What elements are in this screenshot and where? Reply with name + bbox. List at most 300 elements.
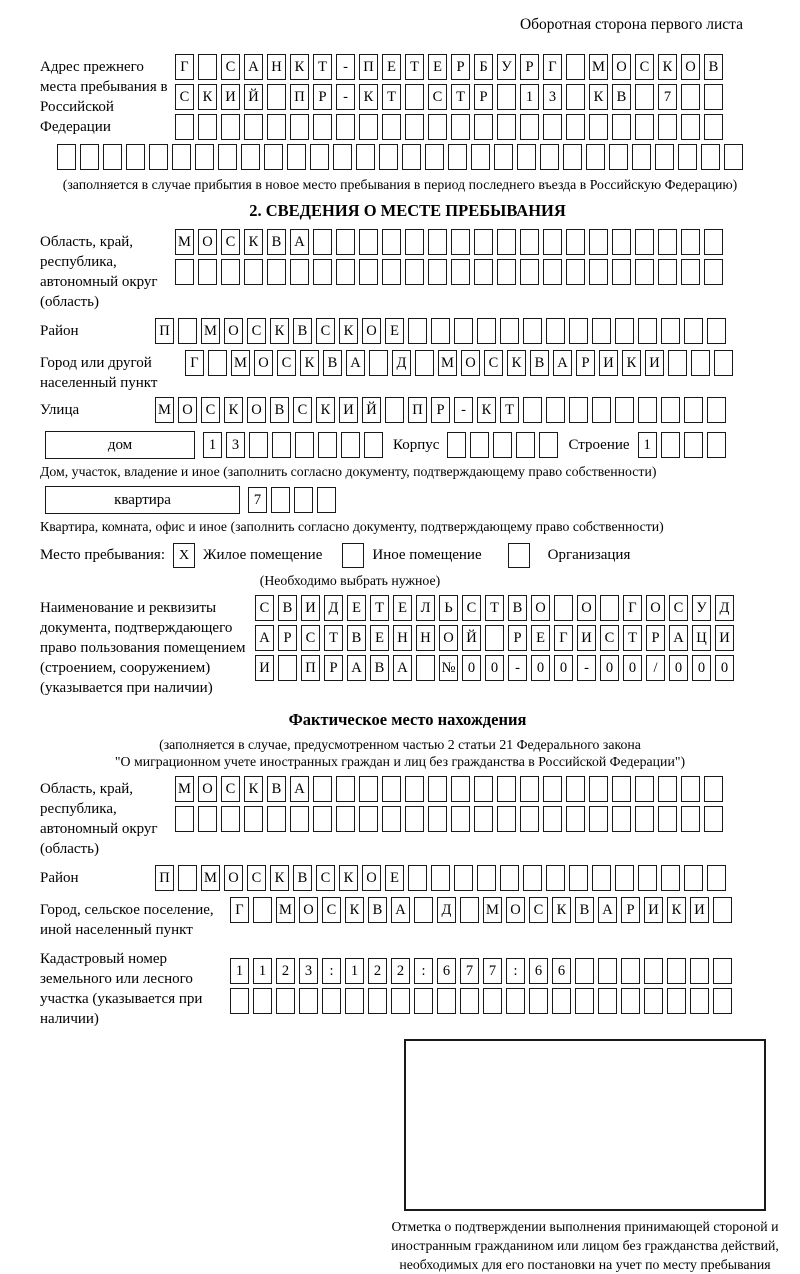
char-cell[interactable]: А (290, 229, 309, 255)
char-cell[interactable]: Т (370, 595, 389, 621)
char-cell[interactable]: 2 (391, 958, 410, 984)
char-cell[interactable] (437, 988, 456, 1014)
char-cell[interactable] (635, 259, 654, 285)
char-cell[interactable] (523, 865, 542, 891)
char-cell[interactable] (635, 229, 654, 255)
char-cell[interactable] (369, 350, 388, 376)
char-cell[interactable] (474, 806, 493, 832)
char-cell[interactable]: К (552, 897, 571, 923)
char-cell[interactable]: К (359, 84, 378, 110)
char-cell[interactable] (253, 897, 272, 923)
char-cell[interactable] (589, 776, 608, 802)
char-cell[interactable] (198, 259, 217, 285)
char-cell[interactable] (333, 144, 352, 170)
char-cell[interactable]: С (221, 776, 240, 802)
char-cell[interactable]: : (322, 958, 341, 984)
char-cell[interactable] (667, 988, 686, 1014)
char-cell[interactable]: В (293, 318, 312, 344)
char-cell[interactable] (569, 397, 588, 423)
char-cell[interactable]: Г (623, 595, 642, 621)
char-cell[interactable] (589, 259, 608, 285)
char-cell[interactable]: Е (428, 54, 447, 80)
char-cell[interactable] (500, 865, 519, 891)
char-cell[interactable]: В (508, 595, 527, 621)
char-cell[interactable] (451, 259, 470, 285)
char-cell[interactable] (494, 144, 513, 170)
char-cell[interactable] (408, 865, 427, 891)
char-cell[interactable] (474, 259, 493, 285)
char-cell[interactable]: К (300, 350, 319, 376)
char-cell[interactable]: Г (185, 350, 204, 376)
checkbox-zhiloe[interactable]: X (173, 543, 195, 568)
char-cell[interactable]: М (201, 318, 220, 344)
char-cell[interactable] (713, 988, 732, 1014)
char-cell[interactable] (690, 988, 709, 1014)
char-cell[interactable]: О (299, 897, 318, 923)
char-cell[interactable] (497, 114, 516, 140)
char-cell[interactable] (317, 487, 336, 513)
char-cell[interactable]: Д (324, 595, 343, 621)
char-cell[interactable]: К (244, 229, 263, 255)
char-cell[interactable]: Д (715, 595, 734, 621)
char-cell[interactable]: 3 (299, 958, 318, 984)
char-cell[interactable] (474, 229, 493, 255)
char-cell[interactable] (474, 114, 493, 140)
char-cell[interactable] (543, 114, 562, 140)
char-cell[interactable] (658, 229, 677, 255)
char-cell[interactable]: И (645, 350, 664, 376)
char-cell[interactable]: 1 (203, 432, 222, 458)
char-cell[interactable] (267, 259, 286, 285)
char-cell[interactable]: Р (278, 625, 297, 651)
char-cell[interactable]: С (462, 595, 481, 621)
char-cell[interactable]: 0 (600, 655, 619, 681)
char-cell[interactable]: С (669, 595, 688, 621)
char-cell[interactable] (356, 144, 375, 170)
char-cell[interactable] (428, 114, 447, 140)
char-cell[interactable] (638, 397, 657, 423)
char-cell[interactable] (244, 259, 263, 285)
char-cell[interactable]: С (316, 865, 335, 891)
char-cell[interactable] (520, 114, 539, 140)
char-cell[interactable] (517, 144, 536, 170)
char-cell[interactable]: Р (474, 84, 493, 110)
char-cell[interactable]: К (316, 397, 335, 423)
char-cell[interactable]: О (681, 54, 700, 80)
char-cell[interactable] (470, 432, 489, 458)
char-cell[interactable]: К (339, 318, 358, 344)
char-cell[interactable] (271, 487, 290, 513)
char-cell[interactable] (690, 958, 709, 984)
char-cell[interactable]: С (428, 84, 447, 110)
char-cell[interactable] (149, 144, 168, 170)
char-cell[interactable]: Е (531, 625, 550, 651)
char-cell[interactable] (359, 229, 378, 255)
char-cell[interactable]: В (323, 350, 342, 376)
char-cell[interactable] (540, 144, 559, 170)
char-cell[interactable] (612, 776, 631, 802)
char-cell[interactable] (313, 229, 332, 255)
char-cell[interactable]: Т (313, 54, 332, 80)
char-cell[interactable] (691, 350, 710, 376)
char-cell[interactable]: О (531, 595, 550, 621)
char-cell[interactable]: В (704, 54, 723, 80)
char-cell[interactable] (278, 655, 297, 681)
char-cell[interactable] (428, 776, 447, 802)
char-cell[interactable]: К (589, 84, 608, 110)
char-cell[interactable] (539, 432, 558, 458)
char-cell[interactable] (575, 988, 594, 1014)
char-cell[interactable] (704, 259, 723, 285)
char-cell[interactable]: С (635, 54, 654, 80)
char-cell[interactable] (477, 318, 496, 344)
char-cell[interactable]: А (347, 655, 366, 681)
char-cell[interactable]: Й (244, 84, 263, 110)
char-cell[interactable] (707, 318, 726, 344)
char-cell[interactable] (615, 318, 634, 344)
char-cell[interactable]: К (339, 865, 358, 891)
char-cell[interactable] (638, 318, 657, 344)
char-cell[interactable] (563, 144, 582, 170)
char-cell[interactable] (546, 865, 565, 891)
char-cell[interactable]: С (221, 229, 240, 255)
char-cell[interactable]: И (255, 655, 274, 681)
char-cell[interactable]: : (506, 958, 525, 984)
char-cell[interactable] (405, 84, 424, 110)
char-cell[interactable] (529, 988, 548, 1014)
char-cell[interactable]: А (346, 350, 365, 376)
char-cell[interactable] (408, 318, 427, 344)
char-cell[interactable] (575, 958, 594, 984)
char-cell[interactable]: - (454, 397, 473, 423)
char-cell[interactable] (428, 229, 447, 255)
char-cell[interactable] (471, 144, 490, 170)
char-cell[interactable] (621, 988, 640, 1014)
char-cell[interactable] (516, 432, 535, 458)
char-cell[interactable]: К (477, 397, 496, 423)
char-cell[interactable]: 7 (248, 487, 267, 513)
char-cell[interactable] (661, 397, 680, 423)
char-cell[interactable]: К (658, 54, 677, 80)
char-cell[interactable]: М (438, 350, 457, 376)
char-cell[interactable]: 7 (460, 958, 479, 984)
char-cell[interactable]: И (715, 625, 734, 651)
char-cell[interactable]: 6 (552, 958, 571, 984)
char-cell[interactable]: Е (382, 54, 401, 80)
char-cell[interactable] (569, 318, 588, 344)
char-cell[interactable]: К (290, 54, 309, 80)
char-cell[interactable]: К (224, 397, 243, 423)
char-cell[interactable]: У (497, 54, 516, 80)
char-cell[interactable] (460, 988, 479, 1014)
char-cell[interactable]: 7 (658, 84, 677, 110)
char-cell[interactable]: 1 (345, 958, 364, 984)
char-cell[interactable] (198, 114, 217, 140)
char-cell[interactable]: Р (576, 350, 595, 376)
char-cell[interactable] (612, 259, 631, 285)
char-cell[interactable]: С (484, 350, 503, 376)
char-cell[interactable] (678, 144, 697, 170)
char-cell[interactable]: 0 (692, 655, 711, 681)
char-cell[interactable]: И (644, 897, 663, 923)
char-cell[interactable] (454, 318, 473, 344)
char-cell[interactable]: О (198, 776, 217, 802)
char-cell[interactable] (592, 318, 611, 344)
char-cell[interactable]: П (290, 84, 309, 110)
char-cell[interactable]: О (362, 865, 381, 891)
char-cell[interactable]: И (301, 595, 320, 621)
char-cell[interactable] (600, 595, 619, 621)
char-cell[interactable]: 7 (483, 958, 502, 984)
char-cell[interactable] (208, 350, 227, 376)
char-cell[interactable]: А (553, 350, 572, 376)
char-cell[interactable]: 0 (715, 655, 734, 681)
char-cell[interactable]: 0 (669, 655, 688, 681)
char-cell[interactable] (336, 229, 355, 255)
char-cell[interactable] (713, 897, 732, 923)
char-cell[interactable] (402, 144, 421, 170)
char-cell[interactable] (264, 144, 283, 170)
char-cell[interactable]: Р (313, 84, 332, 110)
char-cell[interactable] (244, 114, 263, 140)
char-cell[interactable] (707, 865, 726, 891)
char-cell[interactable] (520, 806, 539, 832)
char-cell[interactable]: И (221, 84, 240, 110)
char-cell[interactable]: К (244, 776, 263, 802)
char-cell[interactable]: О (577, 595, 596, 621)
char-cell[interactable]: - (508, 655, 527, 681)
char-cell[interactable]: Н (416, 625, 435, 651)
char-cell[interactable] (126, 144, 145, 170)
char-cell[interactable] (552, 988, 571, 1014)
char-cell[interactable] (447, 432, 466, 458)
char-cell[interactable]: : (414, 958, 433, 984)
char-cell[interactable] (684, 318, 703, 344)
char-cell[interactable] (520, 229, 539, 255)
char-cell[interactable]: А (244, 54, 263, 80)
char-cell[interactable] (294, 487, 313, 513)
char-cell[interactable]: № (439, 655, 458, 681)
char-cell[interactable] (704, 114, 723, 140)
char-cell[interactable] (566, 84, 585, 110)
char-cell[interactable]: П (408, 397, 427, 423)
char-cell[interactable] (569, 865, 588, 891)
char-cell[interactable]: В (530, 350, 549, 376)
char-cell[interactable] (359, 114, 378, 140)
char-cell[interactable] (615, 397, 634, 423)
char-cell[interactable]: М (483, 897, 502, 923)
char-cell[interactable] (661, 432, 680, 458)
char-cell[interactable] (713, 958, 732, 984)
char-cell[interactable] (249, 432, 268, 458)
char-cell[interactable]: Е (347, 595, 366, 621)
char-cell[interactable]: С (255, 595, 274, 621)
char-cell[interactable] (485, 625, 504, 651)
char-cell[interactable] (474, 776, 493, 802)
char-cell[interactable]: 1 (230, 958, 249, 984)
char-cell[interactable]: Е (385, 865, 404, 891)
char-cell[interactable] (668, 350, 687, 376)
char-cell[interactable]: С (247, 865, 266, 891)
char-cell[interactable]: О (506, 897, 525, 923)
char-cell[interactable]: А (255, 625, 274, 651)
char-cell[interactable]: А (669, 625, 688, 651)
char-cell[interactable]: Р (520, 54, 539, 80)
char-cell[interactable] (704, 776, 723, 802)
char-cell[interactable] (336, 806, 355, 832)
char-cell[interactable]: О (224, 865, 243, 891)
char-cell[interactable]: 6 (437, 958, 456, 984)
char-cell[interactable]: К (622, 350, 641, 376)
char-cell[interactable] (566, 114, 585, 140)
char-cell[interactable] (655, 144, 674, 170)
char-cell[interactable]: С (221, 54, 240, 80)
char-cell[interactable]: Н (267, 54, 286, 80)
char-cell[interactable] (198, 54, 217, 80)
char-cell[interactable]: Т (382, 84, 401, 110)
char-cell[interactable] (405, 259, 424, 285)
char-cell[interactable] (57, 144, 76, 170)
char-cell[interactable]: - (336, 84, 355, 110)
char-cell[interactable] (661, 318, 680, 344)
char-cell[interactable] (612, 229, 631, 255)
char-cell[interactable]: В (267, 776, 286, 802)
char-cell[interactable] (451, 776, 470, 802)
char-cell[interactable] (707, 397, 726, 423)
checkbox-organizatsiya[interactable] (508, 543, 530, 568)
char-cell[interactable] (364, 432, 383, 458)
char-cell[interactable]: 3 (543, 84, 562, 110)
char-cell[interactable]: С (201, 397, 220, 423)
char-cell[interactable] (431, 865, 450, 891)
char-cell[interactable] (681, 259, 700, 285)
char-cell[interactable] (500, 318, 519, 344)
char-cell[interactable] (635, 114, 654, 140)
char-cell[interactable] (267, 806, 286, 832)
char-cell[interactable]: П (359, 54, 378, 80)
char-cell[interactable]: 0 (462, 655, 481, 681)
char-cell[interactable]: И (339, 397, 358, 423)
char-cell[interactable]: - (577, 655, 596, 681)
char-cell[interactable] (428, 259, 447, 285)
char-cell[interactable]: К (667, 897, 686, 923)
char-cell[interactable] (241, 144, 260, 170)
char-cell[interactable] (336, 114, 355, 140)
char-cell[interactable]: М (276, 897, 295, 923)
char-cell[interactable] (359, 806, 378, 832)
char-cell[interactable] (221, 259, 240, 285)
char-cell[interactable] (566, 54, 585, 80)
char-cell[interactable] (428, 806, 447, 832)
char-cell[interactable] (638, 865, 657, 891)
char-cell[interactable] (589, 114, 608, 140)
char-cell[interactable] (221, 114, 240, 140)
char-cell[interactable]: К (507, 350, 526, 376)
char-cell[interactable] (415, 350, 434, 376)
char-cell[interactable]: О (612, 54, 631, 80)
char-cell[interactable] (460, 897, 479, 923)
char-cell[interactable]: Е (393, 595, 412, 621)
char-cell[interactable] (382, 806, 401, 832)
char-cell[interactable] (497, 84, 516, 110)
char-cell[interactable]: Г (230, 897, 249, 923)
char-cell[interactable]: Ц (692, 625, 711, 651)
char-cell[interactable] (405, 229, 424, 255)
char-cell[interactable] (313, 806, 332, 832)
char-cell[interactable] (310, 144, 329, 170)
char-cell[interactable]: Р (431, 397, 450, 423)
char-cell[interactable] (589, 229, 608, 255)
char-cell[interactable] (612, 114, 631, 140)
char-cell[interactable]: Р (451, 54, 470, 80)
char-cell[interactable] (684, 865, 703, 891)
char-cell[interactable] (244, 806, 263, 832)
char-cell[interactable] (382, 229, 401, 255)
char-cell[interactable]: И (577, 625, 596, 651)
char-cell[interactable]: Е (370, 625, 389, 651)
char-cell[interactable]: С (600, 625, 619, 651)
char-cell[interactable] (368, 988, 387, 1014)
char-cell[interactable] (658, 114, 677, 140)
char-cell[interactable] (359, 259, 378, 285)
char-cell[interactable] (379, 144, 398, 170)
char-cell[interactable] (681, 84, 700, 110)
char-cell[interactable] (276, 988, 295, 1014)
char-cell[interactable]: В (270, 397, 289, 423)
char-cell[interactable] (382, 259, 401, 285)
char-cell[interactable] (635, 776, 654, 802)
char-cell[interactable]: П (155, 318, 174, 344)
char-cell[interactable] (385, 397, 404, 423)
char-cell[interactable]: О (224, 318, 243, 344)
char-cell[interactable]: О (254, 350, 273, 376)
char-cell[interactable] (322, 988, 341, 1014)
char-cell[interactable]: Р (646, 625, 665, 651)
char-cell[interactable] (497, 259, 516, 285)
char-cell[interactable] (382, 114, 401, 140)
char-cell[interactable] (221, 806, 240, 832)
char-cell[interactable]: К (270, 865, 289, 891)
char-cell[interactable]: 3 (226, 432, 245, 458)
char-cell[interactable] (681, 114, 700, 140)
char-cell[interactable]: С (529, 897, 548, 923)
char-cell[interactable] (704, 806, 723, 832)
char-cell[interactable] (318, 432, 337, 458)
char-cell[interactable]: Р (508, 625, 527, 651)
char-cell[interactable]: Р (324, 655, 343, 681)
char-cell[interactable]: Т (485, 595, 504, 621)
char-cell[interactable]: Т (623, 625, 642, 651)
char-cell[interactable]: О (178, 397, 197, 423)
char-cell[interactable]: Л (416, 595, 435, 621)
char-cell[interactable]: Д (392, 350, 411, 376)
char-cell[interactable] (667, 958, 686, 984)
char-cell[interactable]: - (336, 54, 355, 80)
char-cell[interactable] (520, 259, 539, 285)
char-cell[interactable]: С (277, 350, 296, 376)
char-cell[interactable] (644, 988, 663, 1014)
char-cell[interactable] (405, 776, 424, 802)
char-cell[interactable] (520, 776, 539, 802)
char-cell[interactable] (290, 259, 309, 285)
char-cell[interactable] (405, 806, 424, 832)
char-cell[interactable] (592, 397, 611, 423)
char-cell[interactable] (523, 397, 542, 423)
char-cell[interactable]: О (247, 397, 266, 423)
char-cell[interactable] (635, 84, 654, 110)
char-cell[interactable]: 1 (253, 958, 272, 984)
char-cell[interactable] (391, 988, 410, 1014)
